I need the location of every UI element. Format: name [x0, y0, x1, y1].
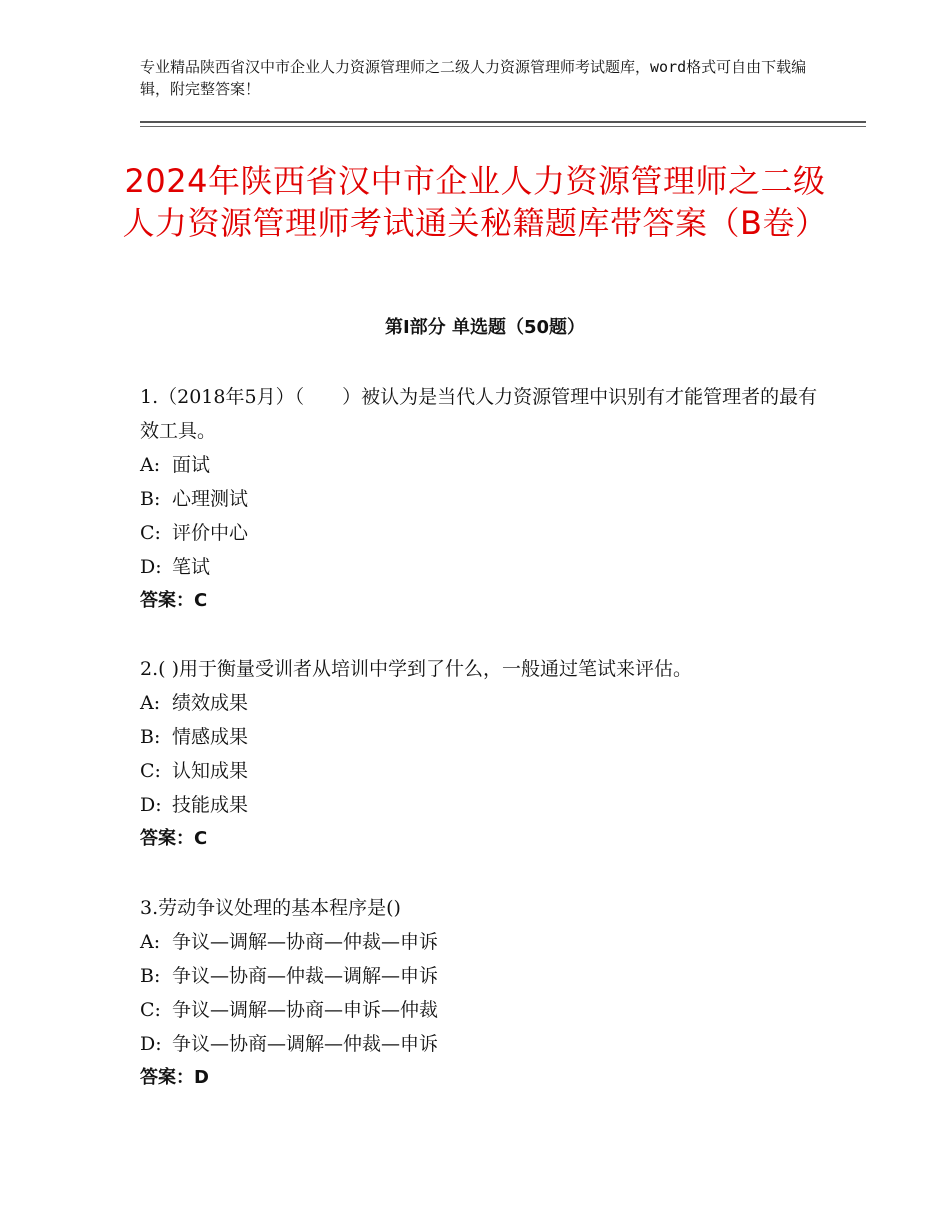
answer: 答案：D — [140, 1067, 209, 1088]
question-1 — [140, 380, 820, 618]
option-d — [140, 1027, 820, 1061]
option-key: A: — [140, 692, 161, 714]
option-text: 面试 — [172, 454, 211, 476]
question-stem: 1.（2018年5月）（ ）被认为是当代人力资源管理中识别有才能管理者的最有效工具。 — [140, 386, 818, 442]
header-divider-thick — [140, 121, 866, 123]
option-key: C: — [140, 760, 161, 782]
option-text: 情感成果 — [172, 726, 249, 748]
option-a — [140, 686, 820, 720]
question-stem: 3.劳动争议处理的基本程序是() — [140, 897, 401, 919]
header-divider-thin — [140, 126, 866, 127]
option-text: 争议—调解—协商—申诉—仲裁 — [172, 999, 439, 1021]
option-a — [140, 448, 820, 482]
option-text: 认知成果 — [172, 760, 249, 782]
option-key: D: — [140, 1033, 162, 1055]
document-title: 2024年陕西省汉中市企业人力资源管理师之二级人力资源管理师考试通关秘籍题库带答案（B卷） — [122, 162, 828, 242]
option-b — [140, 720, 820, 754]
option-text: 绩效成果 — [172, 692, 249, 714]
header-note: 专业精品陕西省汉中市企业人力资源管理师之二级人力资源管理师考试题库，word格式可自由下载编辑，附完整答案！ — [140, 58, 807, 98]
option-key: A: — [140, 454, 161, 476]
option-key: B: — [140, 488, 161, 510]
option-text: 争议—协商—调解—仲裁—申诉 — [172, 1033, 439, 1055]
option-c — [140, 993, 820, 1027]
option-text: 技能成果 — [172, 794, 249, 816]
option-key: D: — [140, 556, 162, 578]
option-key: B: — [140, 965, 161, 987]
option-b — [140, 959, 820, 993]
option-key: B: — [140, 726, 161, 748]
option-key: A: — [140, 931, 161, 953]
option-c — [140, 754, 820, 788]
option-key: D: — [140, 794, 162, 816]
option-text: 笔试 — [172, 556, 211, 578]
question-stem: 2.( )用于衡量受训者从培训中学到了什么，一般通过笔试来评估。 — [140, 658, 692, 680]
option-a — [140, 925, 820, 959]
option-b — [140, 482, 820, 516]
answer: 答案：C — [140, 590, 208, 611]
question-3 — [140, 891, 820, 1095]
option-text: 评价中心 — [172, 522, 249, 544]
question-2 — [140, 652, 820, 856]
option-c — [140, 516, 820, 550]
section-heading: 第Ⅰ部分 单选题（50题） — [384, 317, 585, 338]
option-key: C: — [140, 522, 161, 544]
option-key: C: — [140, 999, 161, 1021]
answer: 答案：C — [140, 828, 208, 849]
option-d — [140, 550, 820, 584]
option-d — [140, 788, 820, 822]
option-text: 争议—协商—仲裁—调解—申诉 — [172, 965, 439, 987]
option-text: 争议—调解—协商—仲裁—申诉 — [172, 931, 439, 953]
option-text: 心理测试 — [172, 488, 249, 510]
